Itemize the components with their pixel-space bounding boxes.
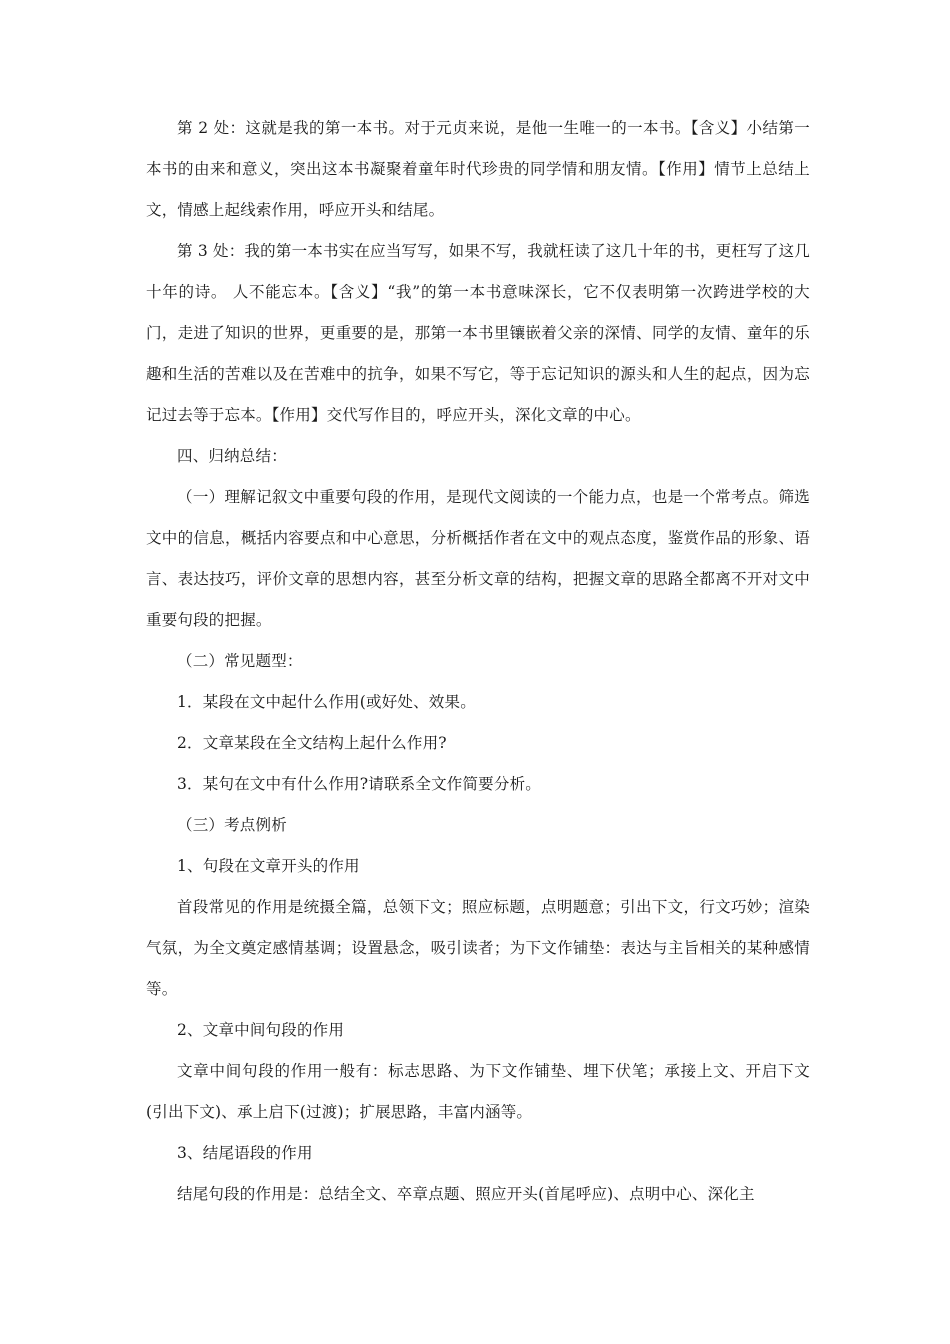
paragraph-ending: 结尾句段的作用是：总结全文、卒章点题、照应开头(首尾呼应)、点明中心、深化主	[177, 1185, 755, 1203]
list-item-type-2: 2．文章某段在全文结构上起什么作用?	[177, 734, 447, 752]
subheading-question-types: （二）常见题型：	[177, 652, 303, 670]
paragraph-3rd-place: 第 3 处：我的第一本书实在应当写写，如果不写，我就枉读了这几十年的书，更枉写了这几十年的诗。 人不能忘本。【含义】“我”的第一本书意味深长，它不仅表明第一次跨进学校的大门，走进了知识的世界，更重要的是，那第一本书里镶嵌着父亲的深情、同学的友情、童年的乐趣和生活的苦难以及在苦难中的抗争，如果不写它，等于忘记知识的源头和人生的起点，因为忘记过去等于忘本。【作用】交代写作目的，呼应开头，深化文章的中心。	[146, 242, 810, 424]
subheading-ending: 3、结尾语段的作用	[177, 1144, 313, 1162]
section-heading-summary: 四、归纳总结：	[177, 447, 287, 465]
list-item-type-1: 1．某段在文中起什么作用(或好处、效果。	[177, 693, 476, 711]
list-item-type-3: 3．某句在文中有什么作用?请联系全文作简要分析。	[177, 775, 541, 793]
subheading-opening: 1、句段在文章开头的作用	[177, 857, 360, 875]
subheading-examples: （三）考点例析	[177, 816, 287, 834]
paragraph-summary-1: （一）理解记叙文中重要句段的作用，是现代文阅读的一个能力点，也是一个常考点。筛选文中的信息，概括内容要点和中心意思，分析概括作者在文中的观点态度，鉴赏作品的形象、语言、表达技巧，评价文章的思想内容，甚至分析文章的结构，把握文章的思路全都离不开对文中重要句段的把握。	[146, 488, 810, 629]
subheading-middle: 2、文章中间句段的作用	[177, 1021, 345, 1039]
paragraph-2nd-place: 第 2 处：这就是我的第一本书。对于元贞来说，是他一生唯一的一本书。【含义】小结第一本书的由来和意义，突出这本书凝聚着童年时代珍贵的同学情和朋友情。【作用】情节上总结上文，情感上起线索作用，呼应开头和结尾。	[146, 119, 810, 219]
paragraph-opening: 首段常见的作用是统摄全篇，总领下文；照应标题，点明题意；引出下文，行文巧妙；渲染气氛，为全文奠定感情基调；设置悬念，吸引读者；为下文作铺垫：表达与主旨相关的某种感情等。	[146, 898, 810, 998]
document-page	[146, 108, 810, 1215]
paragraph-middle: 文章中间句段的作用一般有：标志思路、为下文作铺垫、埋下伏笔；承接上文、开启下文(引出下文)、承上启下(过渡)；扩展思路，丰富内涵等。	[146, 1062, 810, 1121]
